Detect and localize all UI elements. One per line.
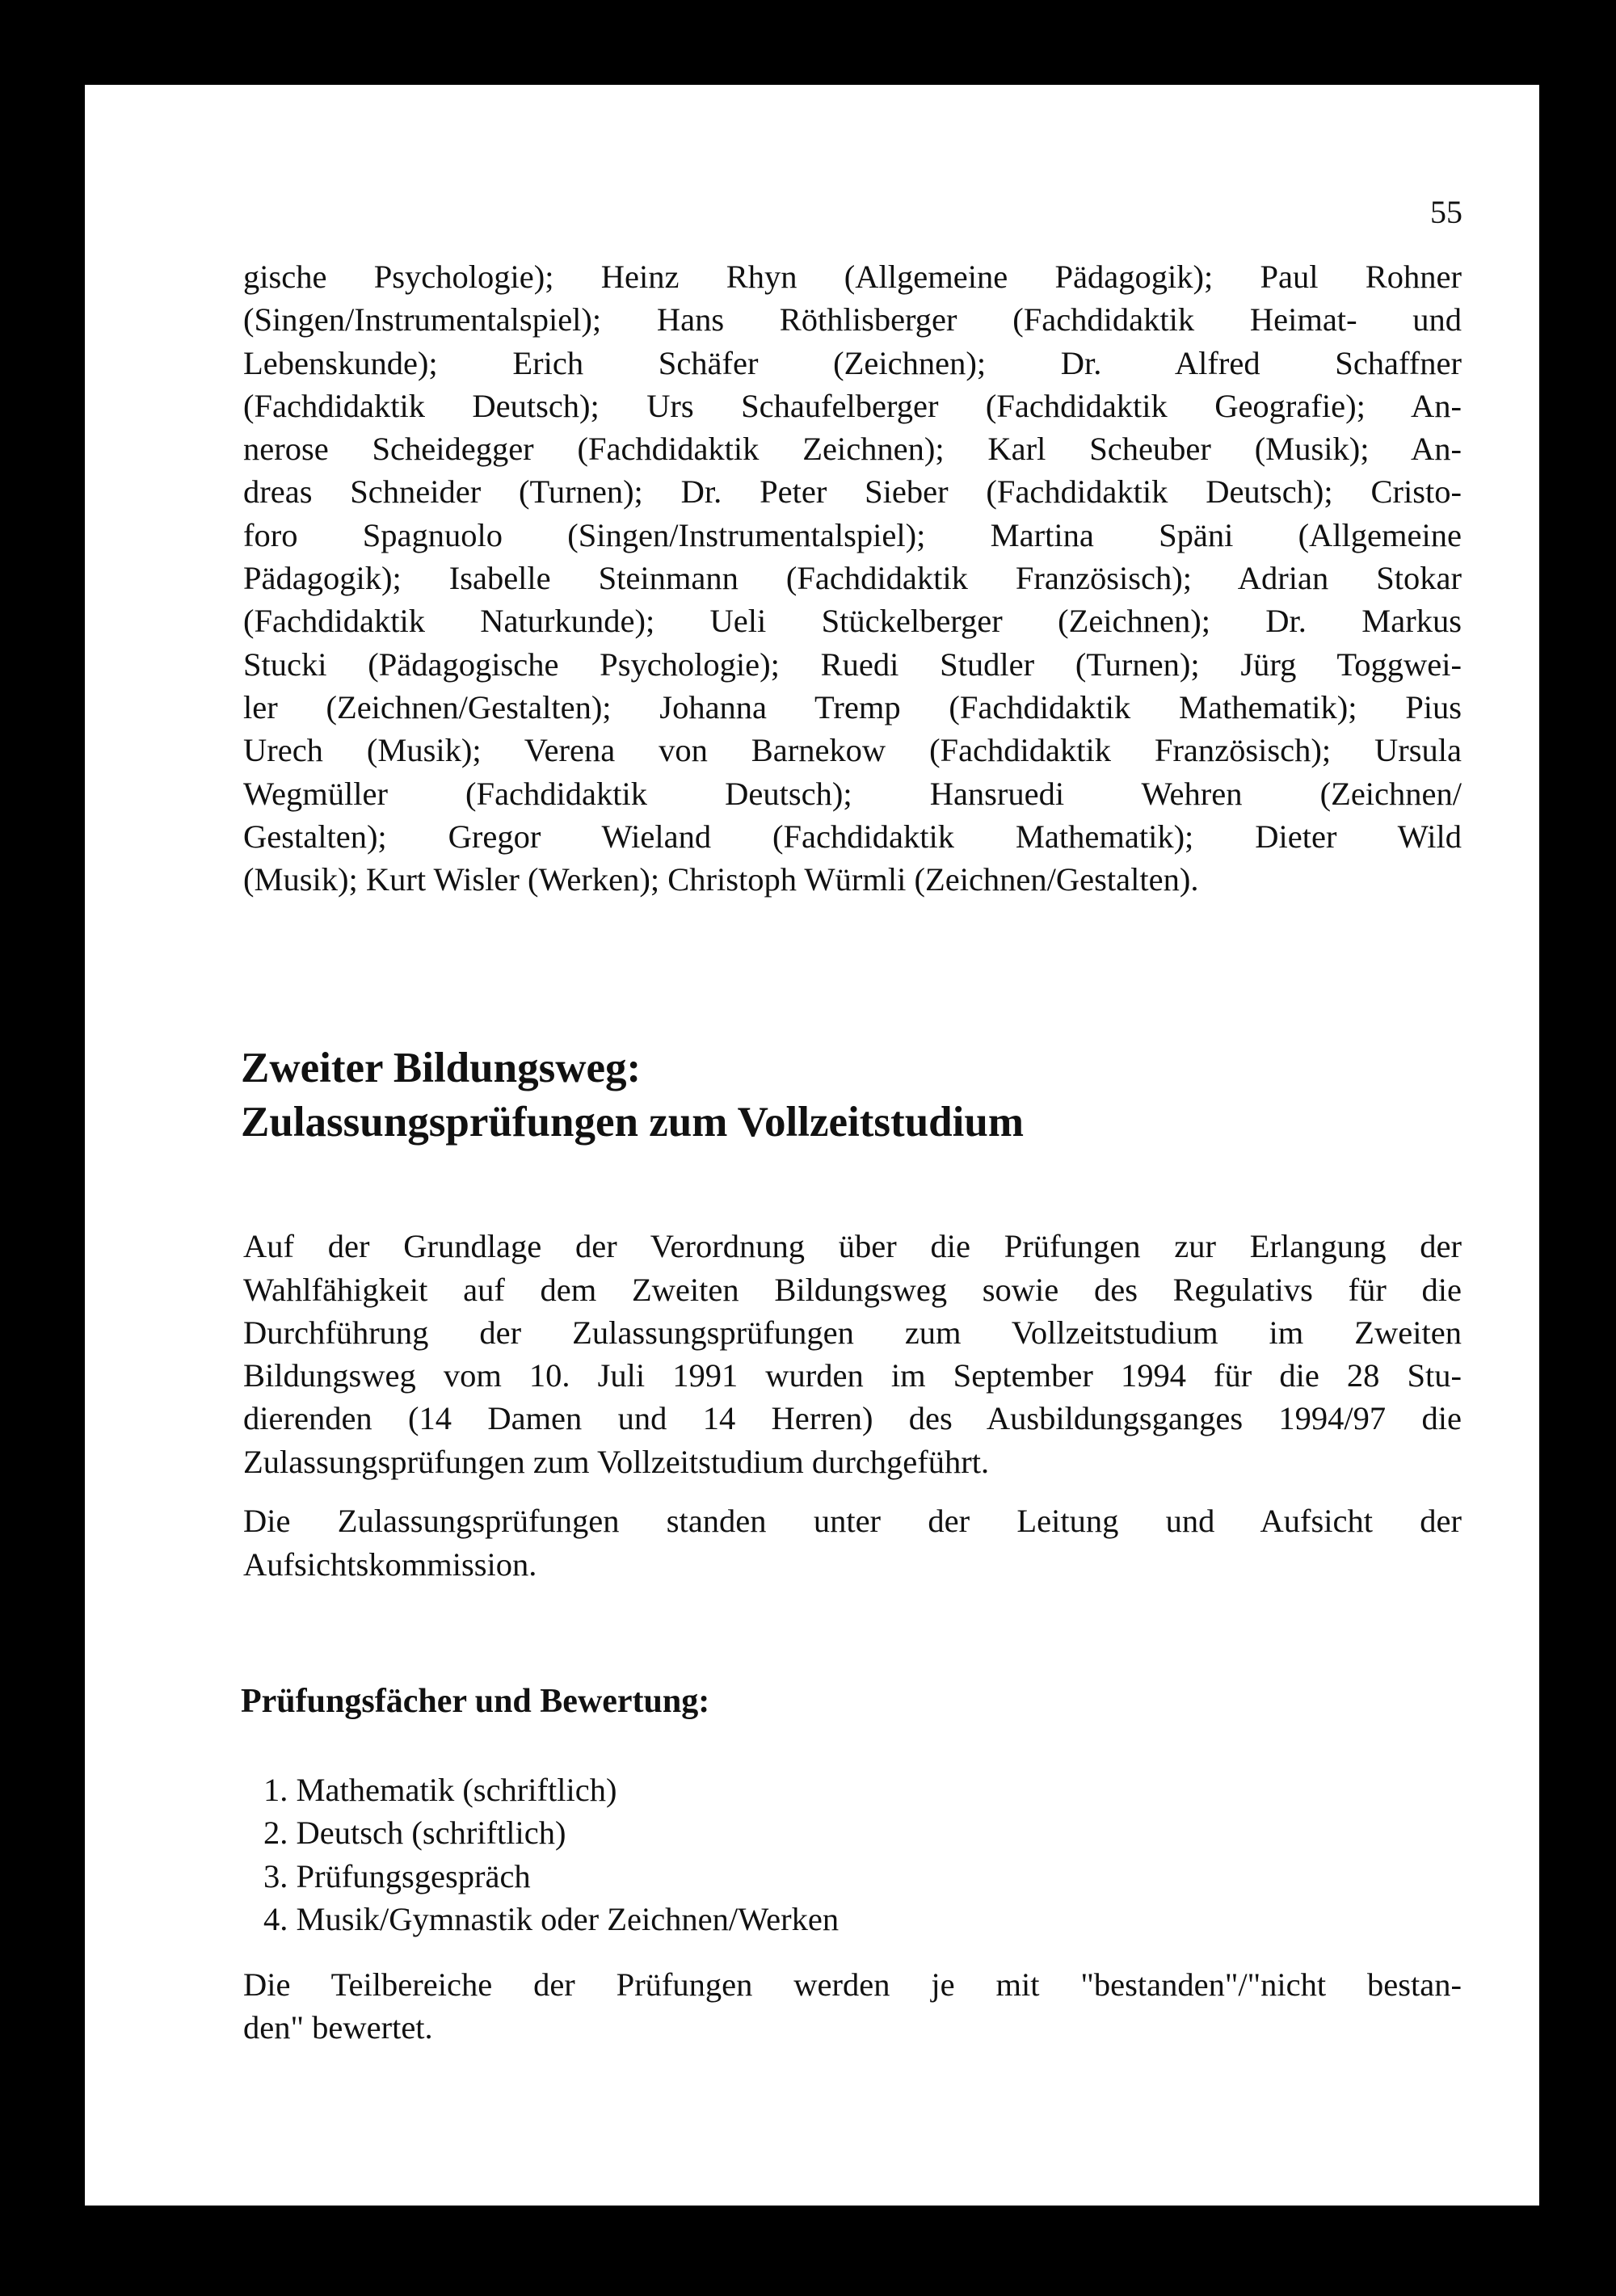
text-line: Stucki (Pädagogische Psychologie); Ruedi Studler (Turnen); Jürg Toggwei- (243, 646, 1462, 683)
text-line: Aufsichtskommission. (243, 1546, 537, 1583)
section-heading-line-2: Zulassungsprüfungen zum Vollzeitstudium (241, 1099, 1025, 1146)
text-line: Auf der Grundlage der Verordnung über die Prüfungen zur Erlangung der (243, 1228, 1462, 1264)
text-line: Die Zulassungsprüfungen standen unter der Leitung und Aufsicht der (243, 1503, 1462, 1539)
text-line: dierenden (14 Damen und 14 Herren) des Ausbildungsganges 1994/97 die (243, 1400, 1462, 1436)
text-line: (Fachdidaktik Naturkunde); Ueli Stückelberger (Zeichnen); Dr. Markus (243, 603, 1462, 639)
text-line: (Singen/Instrumentalspiel); Hans Röthlisberger (Fachdidaktik Heimat- und (243, 301, 1462, 338)
text-line: Lebenskunde); Erich Schäfer (Zeichnen); Dr. Alfred Schaffner (243, 345, 1462, 381)
text-line: Die Teilbereiche der Prüfungen werden je mit "bestanden"/"nicht bestan- (243, 1966, 1462, 2003)
text-line: Bildungsweg vom 10. Juli 1991 wurden im September 1994 für die 28 Stu- (243, 1357, 1462, 1394)
text-line: Wegmüller (Fachdidaktik Deutsch); Hansruedi Wehren (Zeichnen/ (243, 776, 1462, 812)
text-line: Zulassungsprüfungen zum Vollzeitstudium durchgeführt. (243, 1444, 990, 1480)
text-line: Gestalten); Gregor Wieland (Fachdidaktik Mathematik); Dieter Wild (243, 818, 1462, 855)
text-line: dreas Schneider (Turnen); Dr. Peter Sieber (Fachdidaktik Deutsch); Cristo- (243, 473, 1462, 510)
list-item: 3. Prüfungsgespräch (263, 1858, 531, 1894)
text-line: Urech (Musik); Verena von Barnekow (Fachdidaktik Französisch); Ursula (243, 732, 1462, 768)
text-line: Durchführung der Zulassungsprüfungen zum Vollzeitstudium im Zweiten (243, 1314, 1462, 1351)
text-line: Wahlfähigkeit auf dem Zweiten Bildungsweg sowie des Regulativs für die (243, 1272, 1462, 1308)
list-item: 2. Deutsch (schriftlich) (263, 1815, 566, 1851)
page-number: 55 (1430, 194, 1462, 230)
text-line: gische Psychologie); Heinz Rhyn (Allgemeine Pädagogik); Paul Rohner (243, 259, 1462, 295)
subheading: Prüfungsfächer und Bewertung: (241, 1683, 710, 1720)
text-line: den" bewertet. (243, 2009, 433, 2046)
text-line: (Musik); Kurt Wisler (Werken); Christoph Würmli (Zeichnen/Gestalten). (243, 861, 1199, 898)
text-line: foro Spagnuolo (Singen/Instrumentalspiel); Martina Späni (Allgemeine (243, 517, 1462, 553)
text-line: ler (Zeichnen/Gestalten); Johanna Tremp (Fachdidaktik Mathematik); Pius (243, 689, 1462, 725)
document-page (85, 85, 1539, 2206)
list-item: 1. Mathematik (schriftlich) (263, 1772, 617, 1808)
section-heading-line-1: Zweiter Bildungsweg: (241, 1045, 642, 1091)
list-item: 4. Musik/Gymnastik oder Zeichnen/Werken (263, 1901, 840, 1937)
text-line: (Fachdidaktik Deutsch); Urs Schaufelberger (Fachdidaktik Geografie); An- (243, 388, 1462, 424)
text-line: Pädagogik); Isabelle Steinmann (Fachdidaktik Französisch); Adrian Stokar (243, 560, 1462, 596)
text-line: nerose Scheidegger (Fachdidaktik Zeichnen); Karl Scheuber (Musik); An- (243, 431, 1462, 467)
